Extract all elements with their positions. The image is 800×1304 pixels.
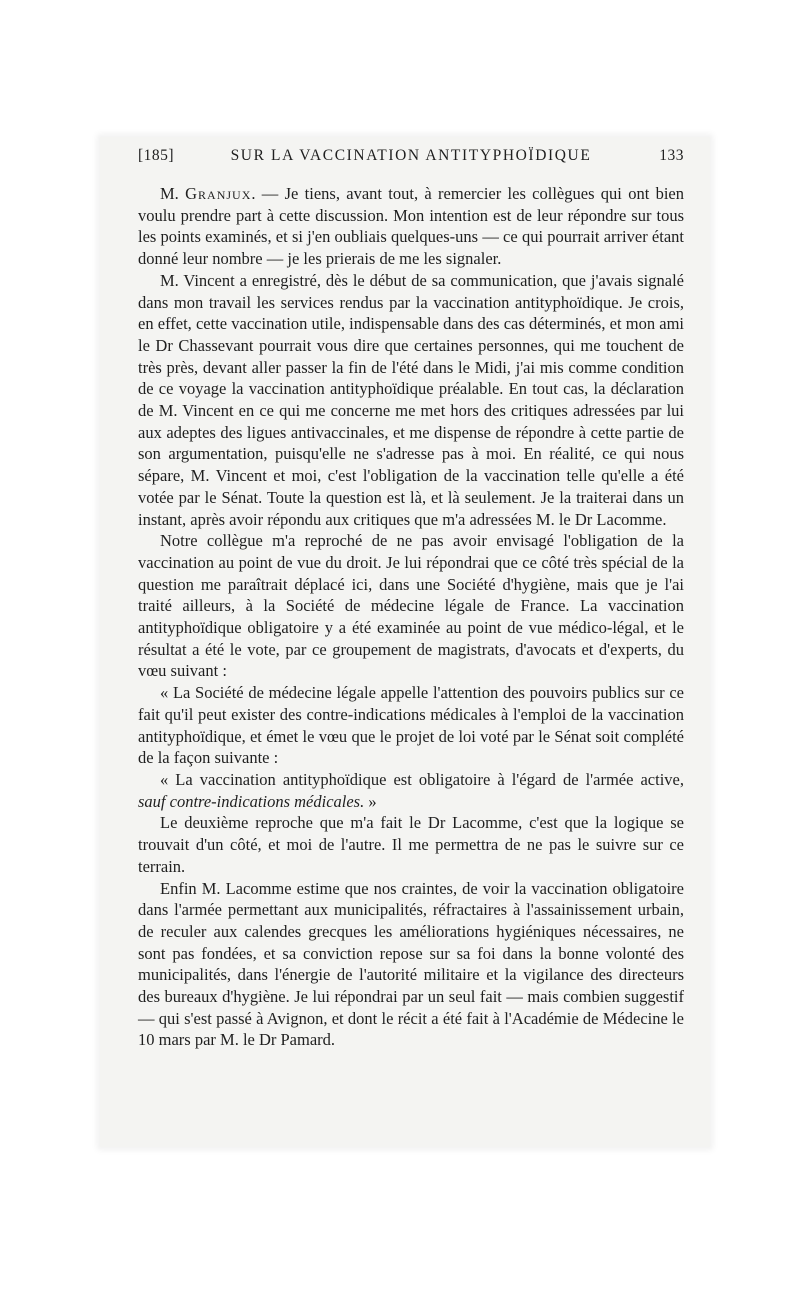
quote-close: » bbox=[364, 791, 377, 811]
running-header bbox=[138, 147, 684, 171]
paragraph-1 bbox=[138, 183, 684, 270]
paragraph-5-quote bbox=[138, 769, 684, 812]
speaker-name: Granjux bbox=[185, 184, 252, 203]
paragraph-7: Enfin M. Lacomme estime que nos craintes, de voir la vaccination obligatoire dans l'armée permettant aux municipalités, réfractaires à l'assainissement urbain, de reculer aux calendes grecques les améliorations hygiéniques nécessaires, ne sont pas fondées, et sa conviction repose sur sa foi dans la bonne volonté des municipalités, dans l'énergie de l'autorité militaire et la vigilance des directeurs des bureaux d'hygiène. Je lui répondrai par un seul fait — mais combien suggestif — qui s'est passé à Avignon, et dont le récit a été fait à l'Académie de Médecine le 10 mars par M. le Dr Pamard. bbox=[138, 878, 684, 1050]
quote-italic: sauf contre-indications médicales. bbox=[138, 791, 365, 811]
speaker-prefix: M. bbox=[160, 184, 186, 203]
paragraph-4-quote: « La Société de médecine légale appelle l'attention des pouvoirs publics sur ce fait qu'il peut exister des contre-indications médicales à l'emploi de la vaccination antityphoïdique, et émet le vœu que le projet de loi voté par le Sénat soit complété de la façon suivante : bbox=[138, 683, 684, 768]
body-text bbox=[138, 183, 684, 1051]
paragraph-1-text: . — Je tiens, avant tout, à remercier les collègues qui ont bien voulu prendre part à cette discussion. Mon intention est de leur répondre sur tous les points examinés, et si j'en oubliais quelques-uns — ce qui pourrait arriver étant donné leur nombre — je les prierais de me les signaler. bbox=[138, 184, 684, 269]
running-title: SUR LA VACCINATION ANTITYPHOÏDIQUE bbox=[230, 147, 592, 164]
paragraph-3: Notre collègue m'a reproché de ne pas avoir envisagé l'obligation de la vaccination au point de vue du droit. Je lui répondrai que ce côté très spécial de la question me paraîtrait déplacé ici, dans une Société d'hygiène, mais que je l'ai traité ailleurs, à la Société de médecine légale de France. La vaccination antityphoïdique obligatoire y a été examinée au point de vue médico-légal, et le résultat a été le vote, par ce groupement de magistrats, d'avocats et d'experts, du vœu suivant : bbox=[138, 531, 684, 681]
paragraph-6: Le deuxième reproche que m'a fait le Dr Lacomme, c'est que la logique se trouvait d'un côté, et moi de l'autre. Il me permettra de ne pas le suivre sur ce terrain. bbox=[138, 813, 684, 876]
page-number: 133 bbox=[659, 147, 684, 164]
page-label-left: [185] bbox=[138, 147, 175, 164]
quote-text: « La vaccination antityphoïdique est obligatoire à l'égard de l'armée active, bbox=[160, 769, 684, 789]
paragraph-2: M. Vincent a enregistré, dès le début de sa communication, que j'avais signalé dans mon travail les services rendus par la vaccination antityphoïdique. Je crois, en effet, cette vaccination utile, indispensable dans des cas déterminés, et mon ami le Dr Chassevant pourrait vous dire que certaines personnes, qui me touchent de très près, devant aller passer la fin de l'été dans le Midi, j'ai mis comme condition de ce voyage la vaccination antityphoïdique préalable. En tout cas, la déclaration de M. Vincent en ce qui me concerne me met hors des critiques adressées par lui aux adeptes des ligues antivaccinales, et me dispense de répondre à cette partie de son argumentation, puisqu'elle ne s'adresse pas à moi. En réalité, ce qui nous sépare, M. Vincent et moi, c'est l'obligation de la vaccination telle qu'elle a été votée par le Sénat. Toute la question est là, et là seulement. Je la traiterai dans un instant, après avoir répondu aux critiques que m'a adressées M. le Dr Lacomme. bbox=[138, 270, 684, 529]
